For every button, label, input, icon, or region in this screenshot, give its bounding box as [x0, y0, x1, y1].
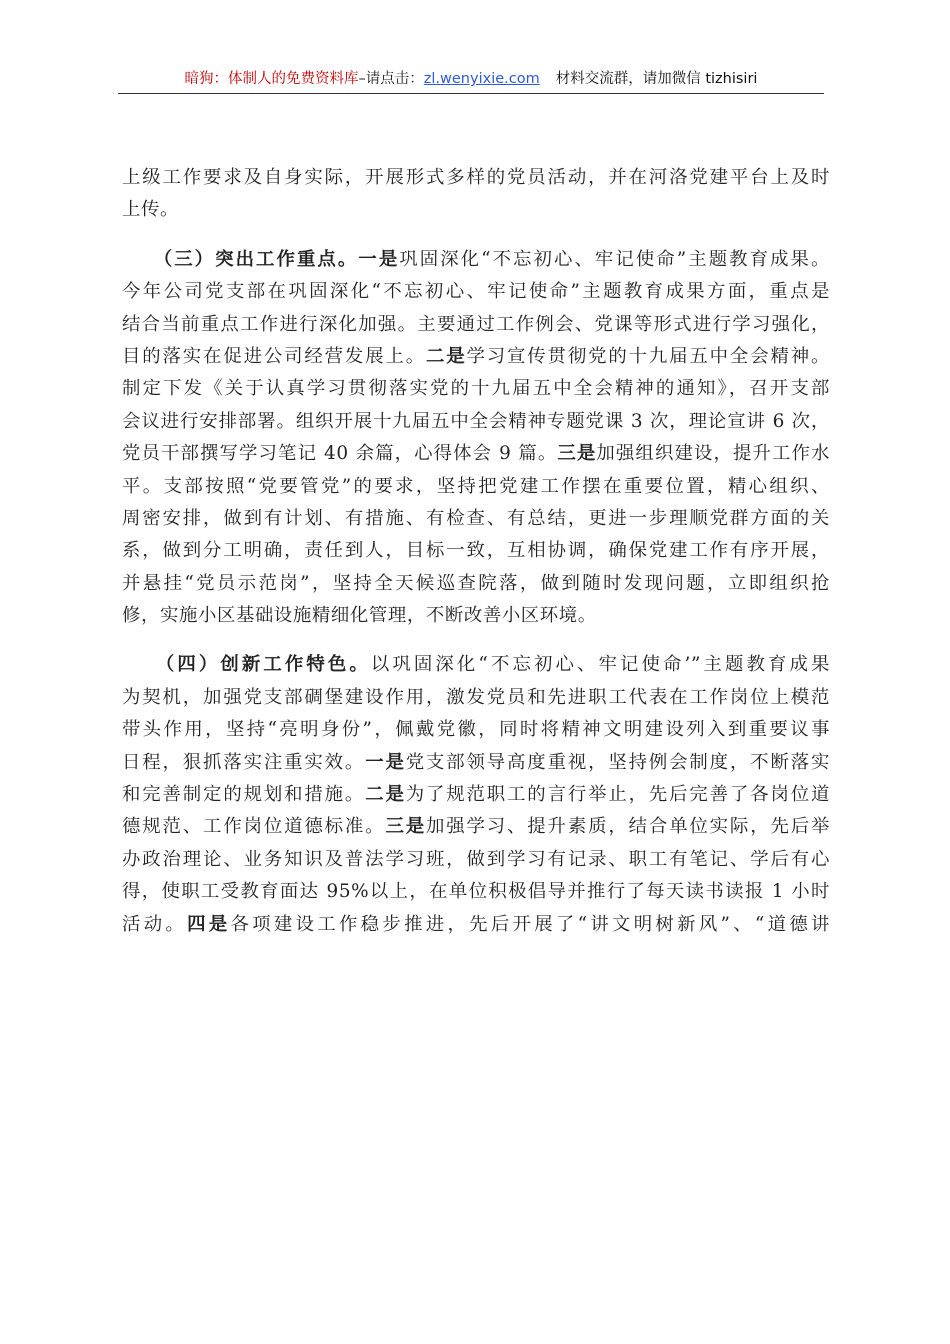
text-line	[122, 471, 830, 503]
text-segment: 党支部领导高度重视，坚持例会制度，不断落实	[405, 751, 831, 773]
header-rule	[118, 93, 824, 94]
text-segment: 加强学习、提升素质，结合单位实际，先后举	[425, 816, 830, 838]
text-segment	[122, 654, 165, 675]
text-segment: 修，实施小区基础设施精细化管理，不断改善小区环境。	[122, 605, 597, 627]
bold-segment: （四）创新工作特色。	[165, 654, 371, 676]
text-segment: 平。支部按照“党要管党”的要求，坚持把党建工作摆在重要位置，精心组织、	[122, 475, 830, 497]
text-line	[122, 876, 830, 908]
text-line	[122, 341, 830, 373]
bold-segment: （三）突出工作重点。一是	[162, 248, 400, 270]
text-segment: 为契机，加强党支部碉堡建设作用，激发党员和先进职工代表在工作岗位上模范	[122, 686, 830, 708]
text-line	[122, 811, 830, 843]
text-segment: 党员干部撰写学习笔记 40 余篇，心得体会 9 篇。	[122, 443, 558, 465]
text-segment: 会议进行安排部署。组织开展十九届五中全会精神专题党课 3 次，理论宣讲 6 次，	[122, 410, 830, 432]
bold-segment: 二是	[425, 345, 467, 367]
text-segment: 目的落实在促进公司经营发展上。	[122, 345, 426, 367]
text-line	[122, 844, 830, 876]
bold-segment: 一是	[365, 751, 406, 773]
paragraph-gap	[122, 632, 830, 649]
document-body	[122, 162, 830, 941]
text-line	[122, 194, 830, 226]
text-segment: 和完善制定的规划和措施。	[122, 784, 366, 806]
text-line	[122, 503, 830, 535]
text-line	[122, 438, 830, 470]
text-segment: 以巩固深化“不忘初心、牢记使命’”主题教育成果	[370, 654, 830, 676]
header-wechat: 材料交流群，请加微信 tizhisiri	[555, 71, 758, 87]
text-segment: 各项建设工作稳步推进，先后开展了“讲文明树新风”、“道德讲	[230, 913, 831, 935]
text-segment: 制定下发《关于认真学习贯彻落实党的十九届五中全会精神的通知》，召开支部	[122, 378, 830, 400]
text-segment: 加强组织建设，提升工作水	[596, 443, 830, 465]
text-segment: 巩固深化“不忘初心、牢记使命”主题教育成果。	[399, 248, 830, 270]
text-segment: 今年公司党支部在巩固深化“不忘初心、牢记使命”主题教育成果方面，重点是	[122, 281, 830, 303]
text-segment: 周密安排，做到有计划、有措施、有检查、有总结，更进一步理顺党群方面的关	[122, 507, 830, 529]
header-prompt: –请点击：	[358, 71, 424, 87]
text-segment	[122, 249, 163, 270]
header-link[interactable]: zl.wenyixie.com	[423, 71, 540, 87]
text-line	[122, 714, 830, 746]
text-line	[122, 162, 830, 194]
text-segment: 日程，狠抓落实注重实效。	[122, 751, 366, 773]
text-segment: 上传。	[122, 199, 179, 221]
header-brand: 暗狗：体制人的免费资料库	[184, 71, 359, 87]
text-line	[122, 276, 830, 308]
bold-segment: 三是	[557, 443, 597, 465]
text-segment: 德规范、工作岗位道德标准。	[122, 816, 386, 838]
bold-segment: 三是	[385, 816, 426, 838]
text-line	[122, 373, 830, 405]
text-segment: 上级工作要求及自身实际，开展形式多样的党员活动，并在河洛党建平台上及时	[122, 167, 830, 188]
text-segment: 得，使职工受教育面达 95%以上，在单位积极倡导并推行了每天读书读报 1 小时	[122, 881, 830, 903]
text-line	[122, 649, 830, 681]
text-segment: 并悬挂“党员示范岗”，坚持全天候巡查院落，做到随时发现问题，立即组织抢	[122, 572, 830, 594]
text-segment: 带头作用，坚持“亮明身份”，佩戴党徽，同时将精神文明建设列入到重要议事	[122, 719, 830, 741]
text-segment: 系，做到分工明确，责任到人，目标一致，互相协调，确保党建工作有序开展，	[122, 540, 830, 562]
text-line	[122, 406, 830, 438]
text-line	[122, 682, 830, 714]
bold-segment: 二是	[365, 784, 406, 806]
text-segment: 学习宣传贯彻党的十九届五中全会精神。	[466, 345, 830, 367]
text-segment: 活动。	[122, 913, 188, 935]
text-line	[122, 568, 830, 600]
text-line	[122, 600, 830, 632]
document-header	[118, 68, 824, 90]
text-segment: 办政治理论、业务知识及普法学习班，做到学习有记录、职工有笔记、学后有心	[122, 848, 830, 870]
text-line	[122, 309, 830, 341]
text-line	[122, 244, 830, 276]
text-line	[122, 779, 830, 811]
text-line	[122, 909, 830, 941]
text-line	[122, 747, 830, 779]
text-segment: 为了规范职工的言行举止，先后完善了各岗位道	[405, 784, 831, 806]
text-segment: 结合当前重点工作进行深化加强。主要通过工作例会、党课等形式进行学习强化，	[122, 313, 830, 335]
paragraph-gap	[122, 227, 830, 244]
text-line	[122, 535, 830, 567]
bold-segment: 四是	[187, 913, 231, 935]
